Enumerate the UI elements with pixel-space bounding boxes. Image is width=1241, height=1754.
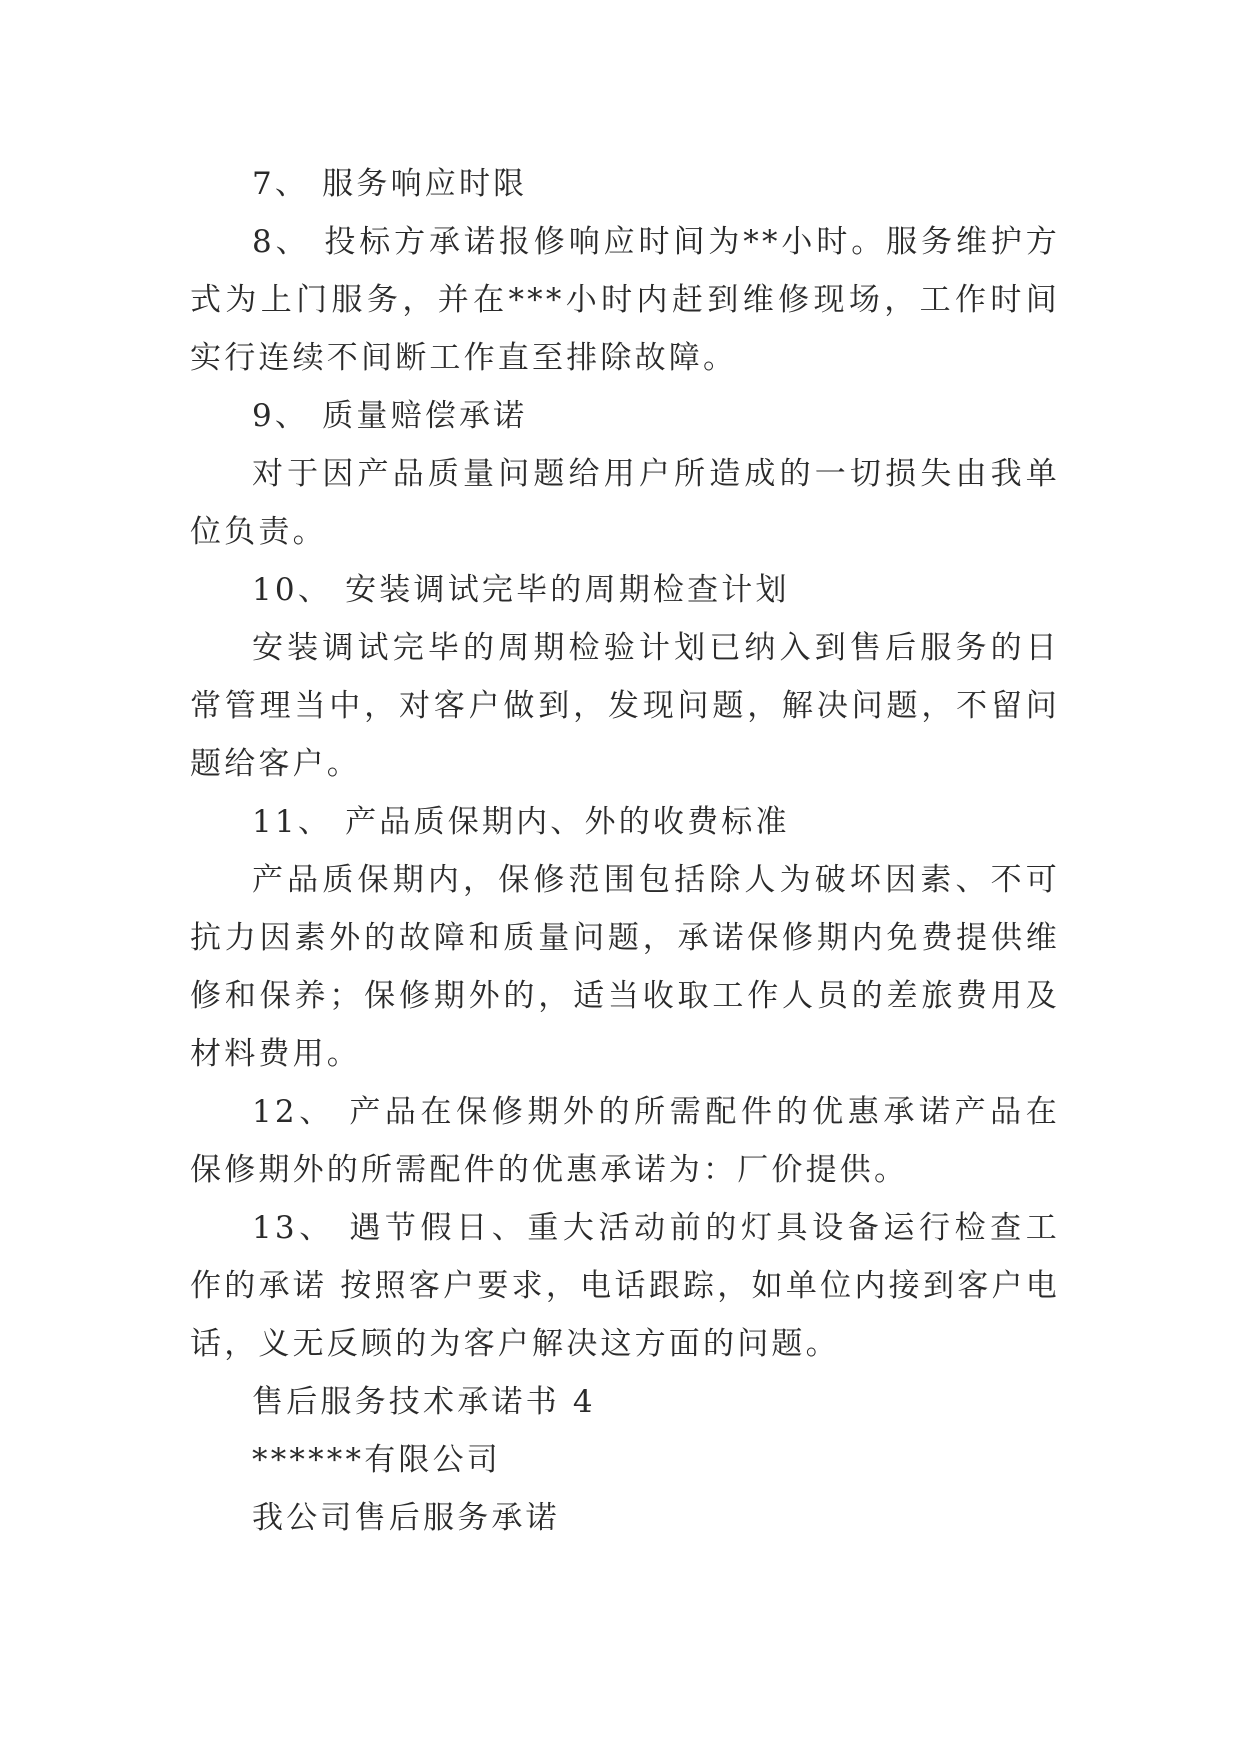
section-heading-11: 11、 产品质保期内、外的收费标准	[252, 804, 790, 840]
company-name: ******有限公司	[252, 1442, 501, 1478]
commitment-intro: 我公司售后服务承诺	[252, 1500, 560, 1536]
section-heading-7: 7、 服务响应时限	[252, 166, 528, 202]
document-title-4: 售后服务技术承诺书 4	[252, 1384, 596, 1420]
paragraph-parts-discount: 12、 产品在保修期外的所需配件的优惠承诺产品在保修期外的所需配件的优惠承诺为：厂价提供。	[190, 1094, 1060, 1188]
paragraph-holiday-inspection: 13、 遇节假日、重大活动前的灯具设备运行检查工作的承诺 按照客户要求，电话跟踪，如单位内接到客户电话，义无反顾的为客户解决这方面的问题。	[190, 1210, 1060, 1362]
paragraph-inspection-plan: 安装调试完毕的周期检验计划已纳入到售后服务的日常管理当中，对客户做到，发现问题，解决问题，不留问题给客户。	[190, 630, 1060, 782]
document-body	[190, 155, 1060, 1547]
section-heading-10: 10、 安装调试完毕的周期检查计划	[252, 572, 790, 608]
section-heading-9: 9、 质量赔偿承诺	[252, 398, 528, 434]
paragraph-quality-compensation: 对于因产品质量问题给用户所造成的一切损失由我单位负责。	[190, 456, 1060, 550]
paragraph-response-time: 8、 投标方承诺报修响应时间为**小时。服务维护方式为上门服务，并在***小时内赶到维修现场，工作时间实行连续不间断工作直至排除故障。	[190, 224, 1060, 376]
paragraph-warranty-fees: 产品质保期内，保修范围包括除人为破坏因素、不可抗力因素外的故障和质量问题，承诺保修期内免费提供维修和保养；保修期外的，适当收取工作人员的差旅费用及材料费用。	[190, 862, 1060, 1072]
